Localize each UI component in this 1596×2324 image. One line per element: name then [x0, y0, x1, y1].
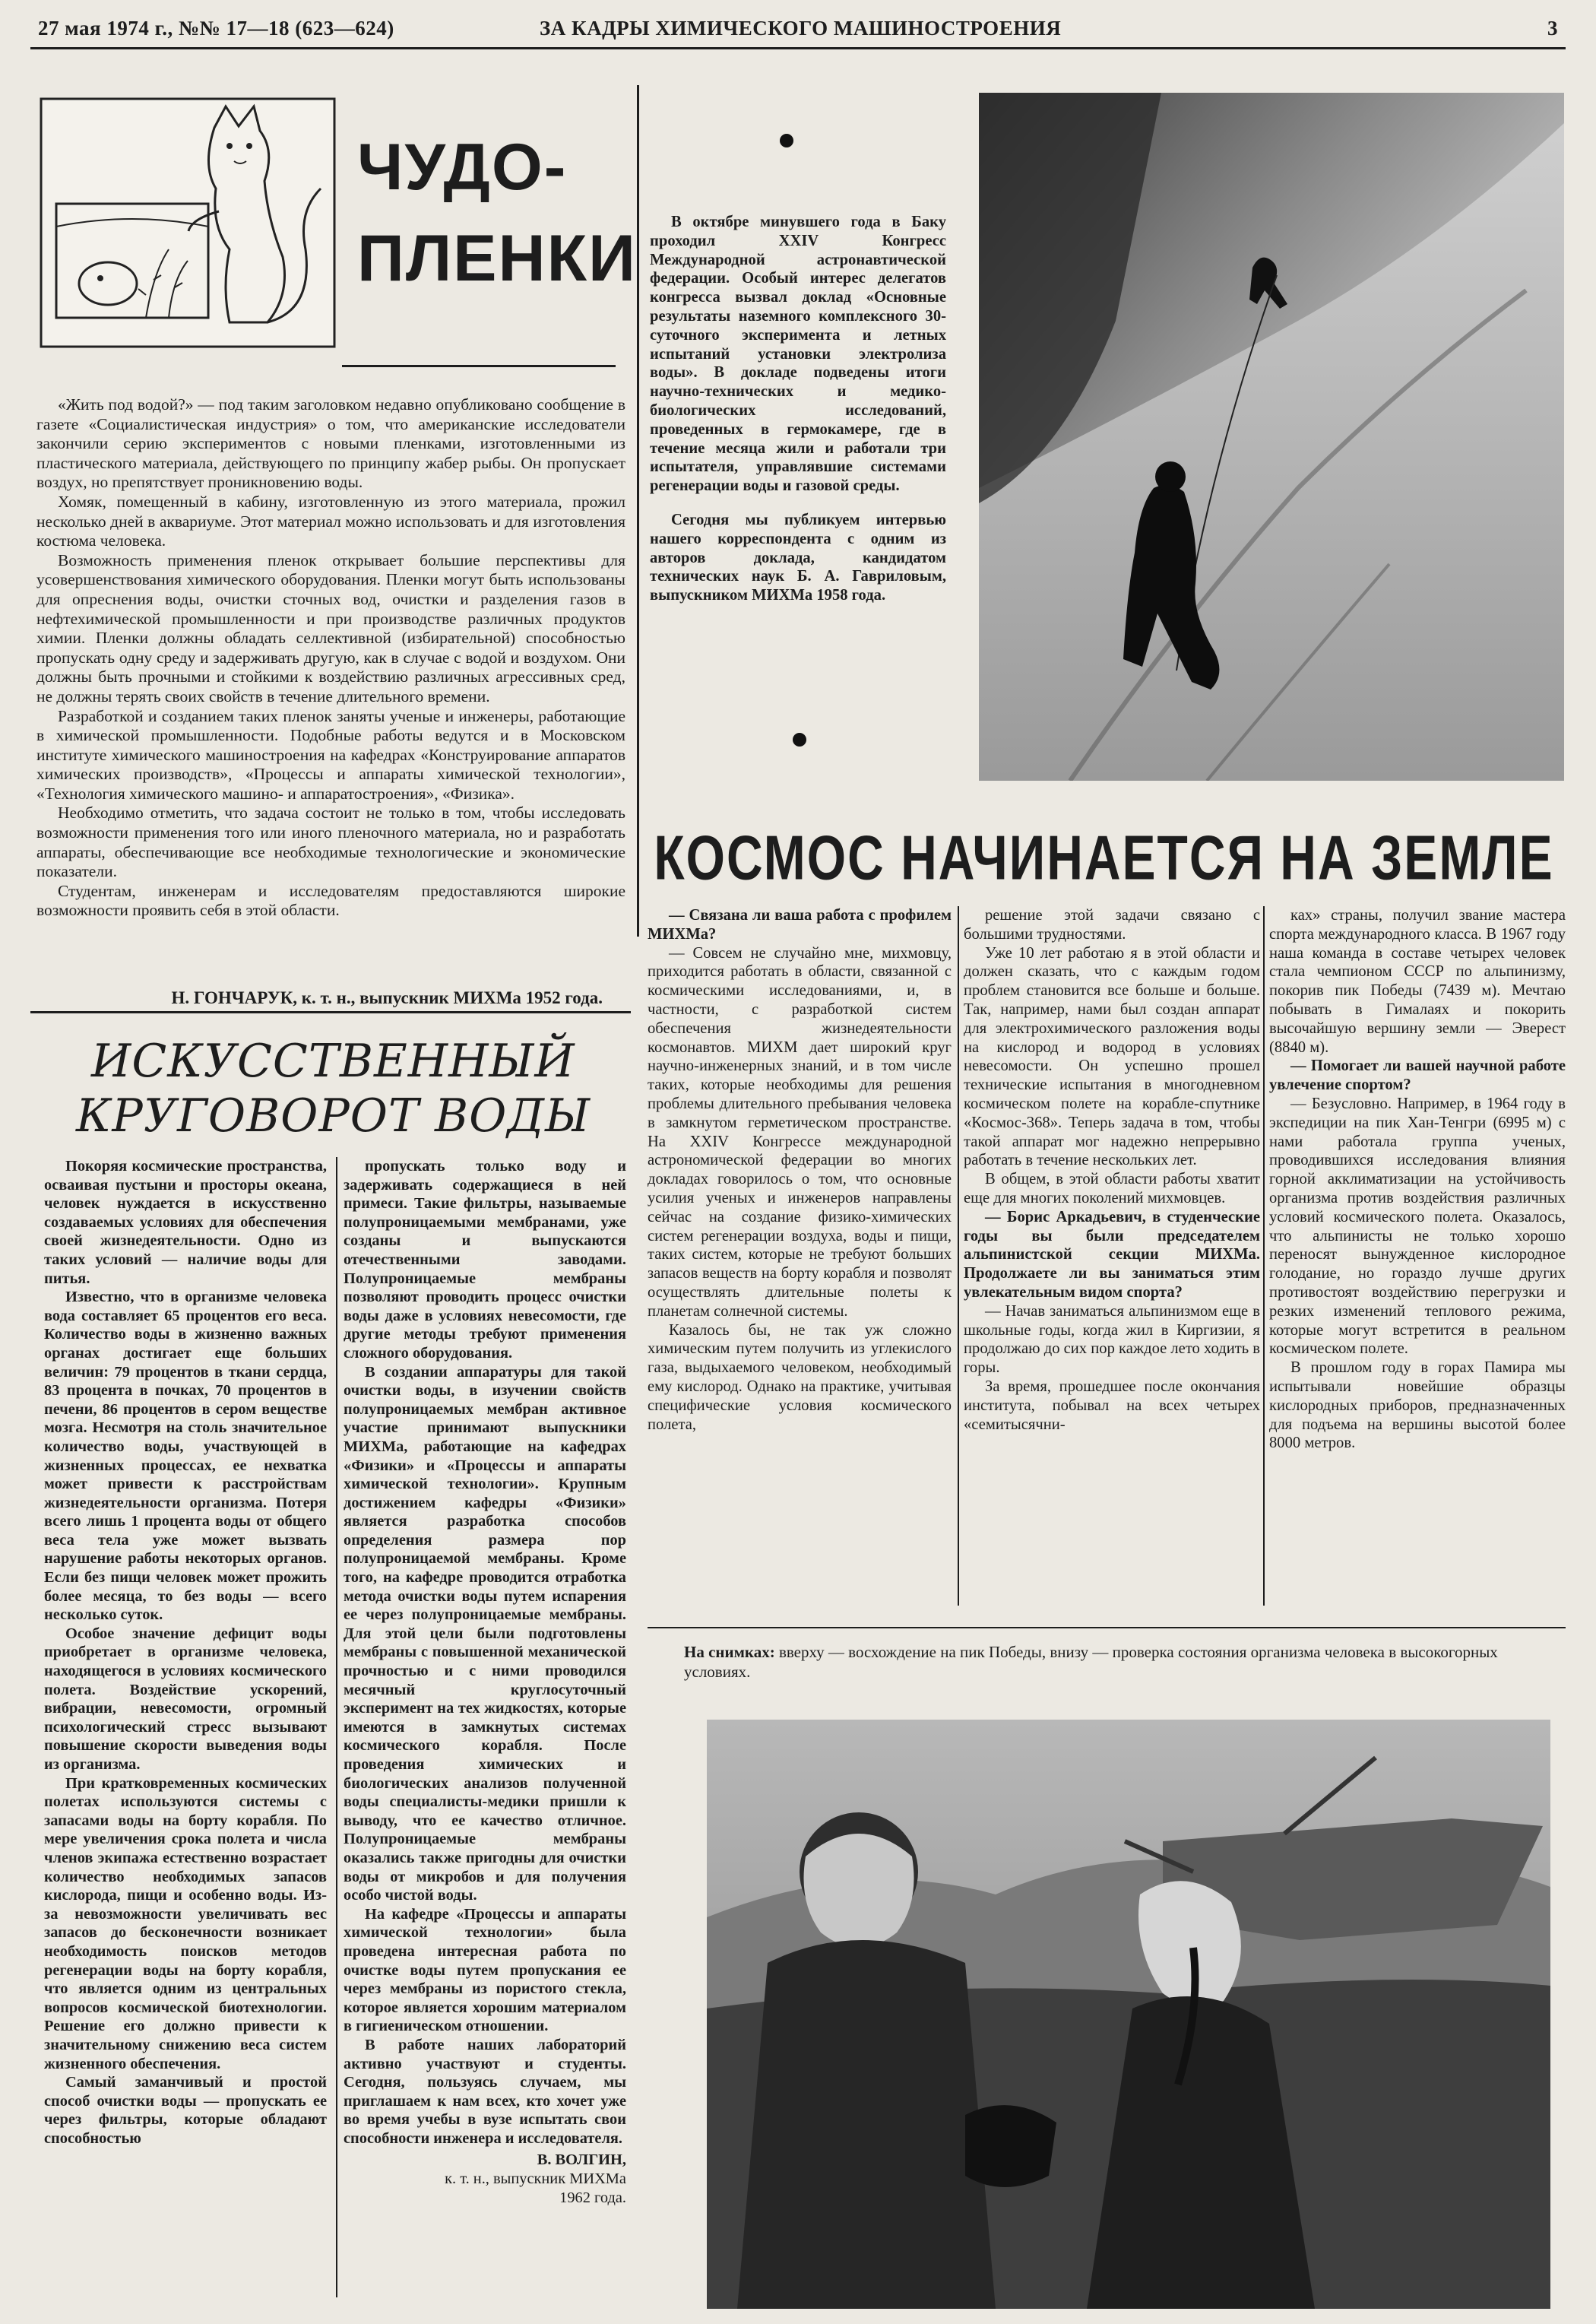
issue-date: 27 мая 1974 г., №№ 17—18 (623—624) [38, 17, 394, 40]
caption-label: На снимках: [684, 1643, 775, 1661]
space-answer: решение этой задачи связано с большими трудностями. [964, 907, 1260, 943]
space-answer: — Начав заниматься альпинизмом еще в школьные годы, когда жил в Киргизии, я продолжаю до сих пор каждое лето ходить в горы. [964, 1302, 1260, 1377]
water-paragraph: В работе наших лабораторий активно участвуют и студенты. Сегодня, пользуясь случаем, мы приглашаем к нам всех, кто хочет уже во время учебы в вузе испытать свои способности инженера и исследователя. [344, 2036, 626, 2147]
film-title-line1: ЧУДО- [357, 131, 568, 204]
film-signature: Н. ГОНЧАРУК, к. т. н., выпускник МИХМа 1952 года. [171, 988, 603, 1007]
water-signature-name: В. ВОЛГИН, [537, 2151, 626, 2169]
medical-check-photo [707, 1720, 1550, 2309]
water-paragraph: На кафедре «Процессы и аппараты химической технологии» была проведена интересная работа по очистке воды путем пропускания ее через мембраны из пористого стекла, которое является хорошим материалом в гигиеническом отношении. [344, 1905, 626, 2035]
water-paragraph: Известно, что в организме человека вода составляет 65 процентов его веса. Количество воды в жизненно важных органах достигает еще больших величин: 79 процентов в ткани сердца, 83 процента в почках, 70 процентов в печени, 86 процентов в сером веществе мозга. Несмотря на столь значительное количество воды, участвующей в жизненных процессах, ее нехватка может привести к расстройствам жизнедеятельности организма. Потеря всего лишь 1 процента воды от общего веса тела уже может вызвать нарушение работы некоторых органов. Если без пищи человек может прожить более месяца, то без воды — всего несколько суток. [44, 1289, 327, 1624]
water-title-line1: ИСКУССТВЕННЫЙ [91, 1035, 575, 1088]
intro-paragraph: В октябре минувшего года в Баку проходил XXIV Конгресс Международной астронавтической федерации. Особый интерес делегатов конгресса вызвал доклад «Основные результаты наземного комплексного 30-суточного эксперимента и летных испытаний установки электролиза воды». В докладе подведены итоги научно-технических и медико-биологических исследований, проведенных в гермокамере, где в течение месяца жили и работали три испытателя, управлявшие системами регенерации воды и газовой среды. [650, 214, 946, 495]
water-paragraph: Самый заманчивый и простой способ очистки воды — пропускать ее через фильтры, которые обладают способностью [44, 2074, 327, 2147]
space-question: — Борис Аркадьевич, в студенческие годы вы были председателем альпинистской секции МИХМа. Продолжаете ли вы заниматься этим увлекательным видом спорта? [964, 1208, 1260, 1301]
water-col-divider [336, 1157, 337, 2297]
space-answer: ках» страны, получил звание мастера спорта международного класса. В 1967 году наша команда в составе четырех человек стала чемпионом СССР по альпинизму, покорив пик Победы (7439 м). Мечтаю побывать в Гималаях и покорить высочайшую вершину земли — Эверест (8840 м). [1269, 907, 1566, 1056]
caption-rule [648, 1627, 1566, 1628]
film-article-body [36, 395, 625, 921]
film-paragraph: Хомяк, помещенный в кабину, изготовленную из этого материала, прожил несколько дней в аквариуме. Этот материал можно использовать и для изготовления костюма человека. [36, 492, 625, 550]
space-article-title: КОСМОС НАЧИНАЕТСЯ НА ЗЕМЛЕ [654, 822, 1554, 893]
page-number: 3 [1547, 17, 1558, 40]
water-col-2 [344, 1157, 626, 2207]
bullet-dot [780, 134, 793, 147]
water-paragraph: При кратковременных космических полетах используются системы с запасами воды на борту корабля. По мере увеличения срока полета и числа членов экипажа естественно возрастает количество необходимых запасов кислорода, пищи и особенно воды. Из-за невозможности увеличивать вес запасов до бесконечности возникает необходимость поисков методов регенерации воды на борту корабля, что является одним из центральных вопросов космической биотехнологии. Решение его должно привести к значительному снижению веса систем жизненного обеспечения. [44, 1774, 327, 2072]
space-col-1 [648, 906, 952, 1434]
water-signature-year: 1962 года. [559, 2189, 626, 2206]
film-title-line2: ПЛЕНКИ [357, 222, 637, 295]
film-paragraph: Студентам, инженерам и исследователям предоставляются широкие возможности проявить себя в этой области. [36, 881, 625, 920]
water-paragraph: В создании аппаратуры для такой очистки воды, в изучении свойств полупроницаемых мембран активное участие принимают выпускники МИХМа, работающие на кафедрах «Физики» и «Процессы и аппараты химической технологии». Крупным достижением кафедры «Физики» является разработка способов определения размера пор полупроницаемой мембраны. Кроме того, на кафедре проводится отработка метода очистки воды путем испарения ее через полупроницаемые мембраны. Для этой цели были подготовлены мембраны с повышенной механической прочностью и с ними проводился месячный круглосуточный эксперимент на тех жидкостях, которые имеются в замкнутых системах космического корабля. После проведения химических и биологических анализов полученной воды специалисты-медики пришли к выводу, что ее качество отличное. Полупроницаемые мембраны оказались также пригодны для очистки воды от микробов и для получения особо чистой воды. [344, 1363, 626, 1904]
intro-paragraph: Сегодня мы публикуем интервью нашего корреспондента с одним из авторов доклада, кандидатом технических наук Б. А. Гавриловым, выпускником МИХМа 1958 года. [650, 511, 946, 604]
film-article-title [357, 129, 637, 296]
space-answer: Казалось бы, не так уж сложно химическим путем получить из углекислого газа, выдыхаемого человеком, необходимый ему кислород. Однако на практике, учитывая специфические условия космического полета, [648, 1321, 952, 1433]
water-paragraph: пропускать только воду и задерживать содержащиеся в ней примеси. Такие фильтры, называемые полупроницаемыми мембранами, уже созданы и выпускаются отечественными заводами. Полупроницаемые мембраны позволяют проводить процесс очистки воды даже в условиях невесомости, где другие методы требуют применения сложного оборудования. [344, 1158, 626, 1362]
space-answer: Уже 10 лет работаю я в этой области и должен сказать, что с каждым годом проблем становится все больше и больше. Так, например, нами был создан аппарат для электрохимического разложения воды на кислород и водород в условиях невесомости. Он успешно прошел технические испытания в многодневном космическом полете на корабле-спутнике «Космос-368». Теперь задача в том, чтобы такой аппарат мог надежно непрерывно работать в течение нескольких лет. [964, 944, 1260, 1169]
caption-text: вверху — восхождение на пик Победы, внизу — проверка состояния организма человека в высокогорных условиях. [684, 1643, 1498, 1681]
cat-aquarium-illustration [40, 97, 336, 348]
header-rule [30, 47, 1566, 49]
photo-caption [684, 1642, 1566, 1682]
column-divider [637, 85, 639, 937]
film-paragraph: «Жить под водой?» — под таким заголовком недавно опубликовано сообщение в газете «Социалистическая индустрия» о том, что американские исследователи закончили серию экспериментов с новыми пленками, изготовленными из пластического материала, действующего по принципу жабер рыбы. Он пропускает воздух, но препятствует проникновению воды. [36, 395, 625, 492]
film-paragraph: Возможность применения пленок открывает большие перспективы для усовершенствования химического оборудования. Пленки могут быть использованы для опреснения воды, очистки сточных вод, очистки и разделения газов в нефтехимической промышленности и при производстве различных продуктов химии. Пленки должны обладать селлективной (избирательной) способностью пропускать одну среду и задерживать другую, как в случае с водой и воздухом. Они должны быть прочными и стойкими к воздействию различных агрессивных сред, не должны терять своих свойств в течение длительного времени. [36, 550, 625, 705]
space-answer: В прошлом году в горах Памира мы испытывали новейшие образцы кислородных приборов, предназначенных для подъема на вершины высотой более 8000 метров. [1269, 1359, 1566, 1452]
film-paragraph: Разработкой и созданием таких пленок заняты ученые и инженеры, работающие в химической промышленности. Подобные работы ведутся и в Московском институте химического машиностроения на кафедрах «Конструирование аппаратов химических производств», «Процессы и аппараты химической технологии», «Технология химического машино- и аппаратостроения», «Физика». [36, 706, 625, 803]
space-col-divider-2 [1263, 906, 1265, 1606]
title-underline [342, 365, 616, 367]
space-answer: — Безусловно. Например, в 1964 году в экспедиции на пик Хан-Тенгри (6995 м) с нами работала группа ученых, проводившихся исследования влияния горной акклиматизации на устойчивость организма против воздействия различных условий космического полета. Оказалось, что альпинисты не только хорошо переносят вынужденное кислородное голодание, но гораздо лучше других противостоят воздействию перегрузки и резких изменений теплового режима, которые могут встретится в реальном космическом полете. [1269, 1095, 1566, 1358]
space-col-2 [964, 906, 1260, 1434]
water-signature [344, 2151, 626, 2207]
space-answer: За время, прошедшее после окончания института, побывал на всех четырех «семитысячни- [964, 1378, 1260, 1433]
water-col-1 [44, 1157, 327, 2148]
space-col-divider-1 [958, 906, 959, 1606]
space-answer: В общем, в этой области работы хватит еще для многих поколений михмовцев. [964, 1171, 1260, 1206]
water-signature-title: к. т. н., выпускник МИХМа [445, 2170, 626, 2188]
masthead: ЗА КАДРЫ ХИМИЧЕСКОГО МАШИНОСТРОЕНИЯ [540, 17, 1062, 40]
film-paragraph: Необходимо отметить, что задача состоит не только в том, чтобы исследовать возможности применения того или иного пленочного материала, но и разработать аппараты, обеспечивающие все необходимые технологические и экономические показатели. [36, 804, 625, 881]
interview-intro [650, 213, 946, 605]
space-answer: — Совсем не случайно мне, михмовцу, приходится работать в области, связанной с космическими исследованиями, и, в частности, с разработкой систем обеспечения жизнедеятельности космонавтов. МИХМ дает широкий круг научно-инженерных знаний, и в том числе таких, которые необходимы для решения проблемы длительного пребывания человека в замкнутом герметическом пространстве. На XXIV Конгрессе международной астрономической федерации во многих докладах говорилось о том, что основные усилия ученых и инженеров направлены сейчас на создание физико-химических систем регенерации воздуха, воды и пищи, таких систем, которые не требуют больших запасов веществ на борту корабля и позволят осуществлять длительные полеты к планетам солнечной системы. [648, 944, 952, 1320]
water-article-title [76, 1034, 623, 1143]
water-title-line2: КРУГОВОРОТ ВОДЫ [76, 1089, 591, 1143]
space-col-3 [1269, 906, 1566, 1453]
page-header [38, 14, 1558, 47]
space-question: — Помогает ли вашей научной работе увлечение спортом? [1269, 1057, 1566, 1094]
water-paragraph: Покоряя космические пространства, осваивая пустыни и просторы океана, человек нуждается в искусственно создаваемых условиях для обеспечения своей жизнедеятельности. Одно из таких условий — наличие воды для питья. [44, 1158, 327, 1287]
climbing-photo [979, 93, 1564, 781]
space-question: — Связана ли ваша работа с профилем МИХМа? [648, 907, 952, 943]
left-section-rule [30, 1011, 631, 1013]
water-paragraph: Особое значение дефицит воды приобретает в организме человека, находящегося в условиях космического полета. Воздействие ускорений, вибрации, невесомости, огромный психологический стресс вызывают повышение скорости выведения воды из организма. [44, 1625, 327, 1773]
bullet-dot [793, 733, 806, 747]
